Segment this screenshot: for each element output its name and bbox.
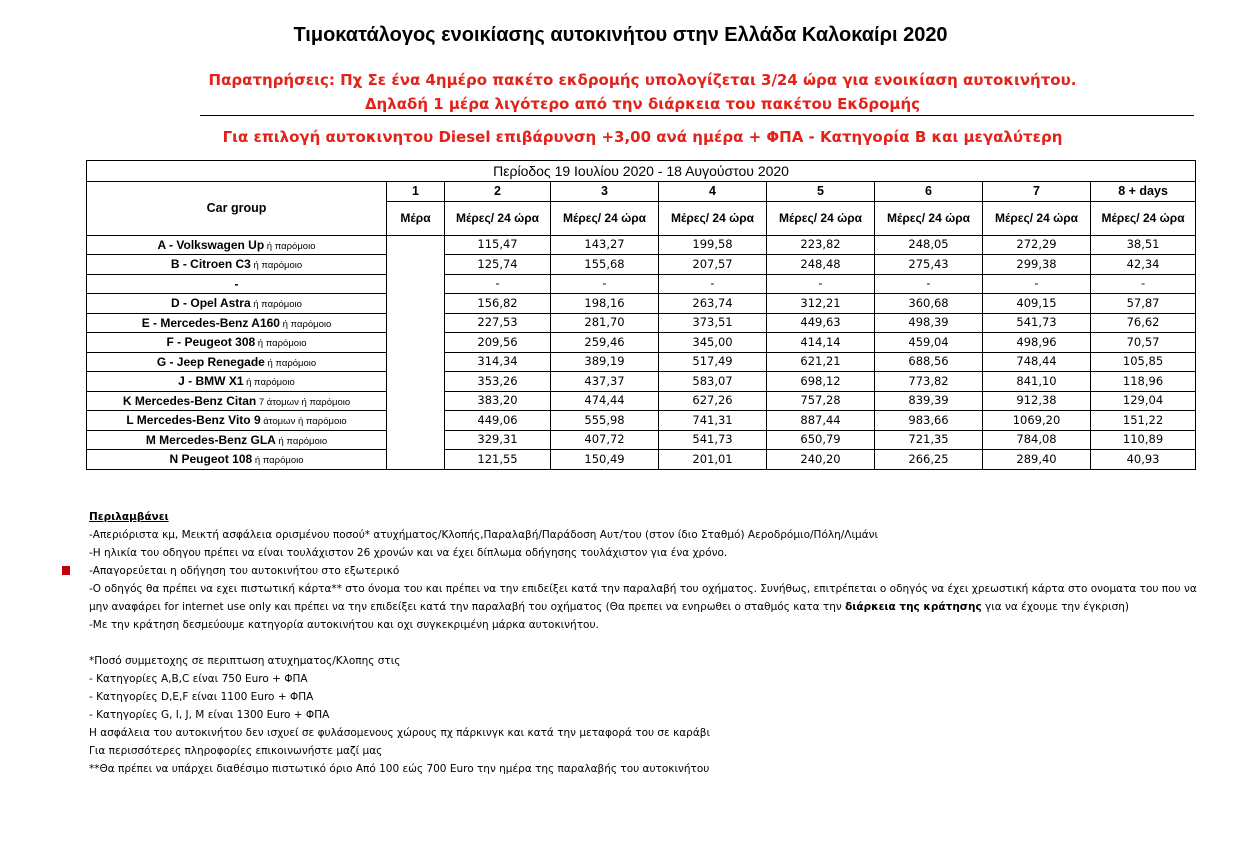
price-cell: 223,82	[767, 235, 875, 255]
car-group-cell	[87, 372, 387, 392]
price-cell: 555,98	[551, 411, 659, 431]
price-cell: 498,96	[983, 333, 1091, 353]
remark-line-2: Δηλαδή 1 μέρα λιγότερο από την διάρκεια του πακέτου Εκδρομής	[364, 95, 921, 113]
car-group-cell	[87, 411, 387, 431]
table-row	[87, 372, 1196, 392]
terms-line: -Με την κράτηση δεσμεύουμε κατηγορία αυτοκινήτου και οχι συγκεκριμένη μάρκα αυτοκινήτου.	[89, 619, 599, 631]
price-cell: 414,14	[767, 333, 875, 353]
car-model-suffix: ή παρόμοιο	[250, 260, 303, 271]
price-cell: -	[767, 274, 875, 294]
price-cell: 143,27	[551, 235, 659, 255]
price-cell: 541,73	[983, 313, 1091, 333]
price-cell: 115,47	[445, 235, 551, 255]
price-cell: 42,34	[1091, 255, 1196, 275]
day-header-6: 6	[875, 182, 983, 202]
day-1-empty-cell	[387, 235, 445, 469]
car-model-suffix: ή παρόμοιο	[279, 318, 332, 330]
unit-day-1: Μέρα	[387, 201, 445, 235]
car-model-name: D - Opel Astra	[171, 296, 251, 310]
price-cell: -	[659, 274, 767, 294]
terms-paragraph	[89, 580, 1199, 616]
car-group-cell	[87, 274, 387, 294]
price-cell: 449,06	[445, 411, 551, 431]
price-cell: 650,79	[767, 430, 875, 450]
car-model-suffix: ή παρόμοιο	[275, 435, 328, 447]
price-cell: 110,89	[1091, 430, 1196, 450]
price-cell: 70,57	[1091, 333, 1196, 353]
car-group-cell	[87, 235, 387, 255]
price-cell: -	[1091, 274, 1196, 294]
table-row	[87, 411, 1196, 431]
car-model-name: B - Citroen C3	[170, 257, 251, 271]
price-cell: 741,31	[659, 411, 767, 431]
footnote-line: - Κατηγορίες D,E,F είναι 1100 Euro + ΦΠΑ	[89, 691, 314, 703]
car-model-name: J - BMW X1	[178, 374, 244, 388]
price-cell: 57,87	[1091, 294, 1196, 314]
remark-line-1: Παρατηρήσεις: Πχ Σε ένα 4ημέρο πακέτο εκδρομής υπολογίζεται 3/24 ώρα για ενοικίαση αυτοκινήτου.	[208, 71, 1077, 89]
price-cell: 263,74	[659, 294, 767, 314]
price-cell: 272,29	[983, 235, 1091, 255]
day-header-2: 2	[445, 182, 551, 202]
price-cell: 409,15	[983, 294, 1091, 314]
day-header-3: 3	[551, 182, 659, 202]
page-title: Τιμοκατάλογος ενοικίασης αυτοκινήτου στην Ελλάδα Καλοκαίρι 2020	[293, 24, 948, 46]
table-row	[87, 391, 1196, 411]
price-cell: 389,19	[551, 352, 659, 372]
car-model-suffix: ή παρόμοιο	[243, 377, 295, 388]
terms-line: -Απεριόριστα κμ, Μεικτή ασφάλεια ορισμένου ποσού* ατυχήματος/Κλοπής,Παραλαβή/Παράδοση Αυτ/του (στον ίδιο Σταθμό) Αεροδρόμιο/Πόλη/Λιμάνι	[89, 529, 879, 541]
price-cell: 621,21	[767, 352, 875, 372]
car-model-suffix: ή παρόμοιο	[255, 338, 307, 349]
car-model-suffix: ή παρόμοιο	[250, 299, 302, 310]
price-cell: 474,44	[551, 391, 659, 411]
day-count-row	[87, 182, 1196, 202]
price-cell: 121,55	[445, 450, 551, 470]
price-cell: 201,01	[659, 450, 767, 470]
terms-text: για να έχουμε την έγκριση)	[981, 601, 1129, 613]
car-model-suffix: 7 άτομων ή παρόμοιο	[256, 396, 351, 408]
footnote-line: Για περισσότερες πληροφορίες επικοινωνήστε μαζί μας	[89, 745, 383, 757]
red-marker-icon	[62, 566, 70, 575]
price-cell: 198,16	[551, 294, 659, 314]
price-cell: 209,56	[445, 333, 551, 353]
price-cell: 721,35	[875, 430, 983, 450]
price-cell: 449,63	[767, 313, 875, 333]
price-cell: 757,28	[767, 391, 875, 411]
price-cell: 498,39	[875, 313, 983, 333]
unit-days-3: Μέρες/ 24 ώρα	[551, 201, 659, 235]
price-cell: 373,51	[659, 313, 767, 333]
price-cell: 259,46	[551, 333, 659, 353]
car-model-suffix: άτομων ή παρόμοιο	[260, 416, 347, 427]
price-cell: 773,82	[875, 372, 983, 392]
terms-text: -Ο οδηγός θα πρέπει να εχει πιστωτική κάρτα** στο όνομα του και πρέπει να την επιδείξει κατά την παραλαβή του οχήματος. Συνήθως, επιτρέπεται ο οδηγός να έχει χρεωστική κάρτα στο ονοματα του που να μην αναφάρει for internet use only και πρέπει να την επιδείξει κατά την παραλαβή του οχήματος (Θα πρεπει να ενηρωθει ο σταθμός κατα την	[89, 583, 1197, 613]
footnote-line: *Ποσό συμμετοχης σε περιπτωση ατυχηματος/Κλοπης στις	[89, 655, 401, 667]
table-row	[87, 294, 1196, 314]
terms-bold-text: διάρκεια της κράτησης	[845, 601, 982, 613]
price-cell: 407,72	[551, 430, 659, 450]
price-cell: 784,08	[983, 430, 1091, 450]
price-cell: 314,34	[445, 352, 551, 372]
price-cell: 248,05	[875, 235, 983, 255]
price-cell: -	[983, 274, 1091, 294]
car-model-name: L Mercedes-Benz Vito 9	[126, 413, 261, 427]
price-cell: 207,57	[659, 255, 767, 275]
rental-price-table	[86, 160, 1196, 470]
price-cell: 841,10	[983, 372, 1091, 392]
spacer	[89, 634, 1199, 652]
price-cell: 748,44	[983, 352, 1091, 372]
horizontal-rule	[200, 115, 1194, 116]
car-model-name: A - Volkswagen Up	[157, 237, 265, 252]
footnote-line: - Κατηγορίες G, I, J, M είναι 1300 Euro + ΦΠΑ	[89, 709, 330, 721]
terms-line: -Η ηλικία του οδηγου πρέπει να είναι τουλάχιστον 26 χρονών και να έχει δίπλωμα οδήγησης τουλάχιστον για ένα χρόνο.	[89, 547, 728, 559]
price-cell: 266,25	[875, 450, 983, 470]
price-cell: 125,74	[445, 255, 551, 275]
table-row	[87, 313, 1196, 333]
period-header: Περίοδος 19 Ιουλίου 2020 - 18 Αυγούστου 2020	[87, 161, 1196, 182]
car-model-name: E - Mercedes-Benz A160	[141, 315, 280, 330]
day-header-5: 5	[767, 182, 875, 202]
price-cell: 129,04	[1091, 391, 1196, 411]
table-row	[87, 430, 1196, 450]
price-cell: -	[445, 274, 551, 294]
car-model-name: F - Peugeot 308	[166, 335, 256, 349]
car-group-header: Car group	[87, 182, 387, 236]
car-group-cell	[87, 391, 387, 411]
day-header-8plus: 8 + days	[1091, 182, 1196, 202]
day-header-7: 7	[983, 182, 1091, 202]
footnote-line: **Θα πρέπει να υπάρχει διαθέσιμο πιστωτικό όριο Από 100 εώς 700 Euro την ημέρα της παραλαβής του αυτοκινήτου	[89, 763, 710, 775]
table-row	[87, 255, 1196, 275]
price-cell: 887,44	[767, 411, 875, 431]
price-cell: -	[551, 274, 659, 294]
price-cell: 240,20	[767, 450, 875, 470]
car-group-cell	[87, 430, 387, 450]
period-row	[87, 161, 1196, 182]
car-model-suffix: ή παρόμοιο	[264, 240, 316, 252]
price-cell: 40,93	[1091, 450, 1196, 470]
price-cell: 517,49	[659, 352, 767, 372]
car-group-cell	[87, 313, 387, 333]
car-model-name: N Peugeot 108	[169, 452, 253, 466]
price-cell: 698,12	[767, 372, 875, 392]
car-model-name: -	[234, 276, 239, 291]
car-model-name: M Mercedes-Benz GLA	[145, 432, 276, 447]
price-cell: 353,26	[445, 372, 551, 392]
table-row	[87, 450, 1196, 470]
price-cell: 459,04	[875, 333, 983, 353]
car-group-cell	[87, 352, 387, 372]
price-cell: 912,38	[983, 391, 1091, 411]
price-cell: 227,53	[445, 313, 551, 333]
table-row	[87, 333, 1196, 353]
car-group-cell	[87, 294, 387, 314]
unit-days-2: Μέρες/ 24 ώρα	[445, 201, 551, 235]
price-cell: -	[875, 274, 983, 294]
price-cell: 199,58	[659, 235, 767, 255]
price-cell: 281,70	[551, 313, 659, 333]
price-cell: 156,82	[445, 294, 551, 314]
price-cell: 345,00	[659, 333, 767, 353]
price-cell: 312,21	[767, 294, 875, 314]
price-cell: 329,31	[445, 430, 551, 450]
price-cell: 541,73	[659, 430, 767, 450]
price-cell: 155,68	[551, 255, 659, 275]
car-model-name: K Mercedes-Benz Citan	[122, 393, 257, 408]
price-cell: 299,38	[983, 255, 1091, 275]
car-model-name: G - Jeep Renegade	[156, 354, 265, 369]
table-row	[87, 274, 1196, 294]
unit-days-7: Μέρες/ 24 ώρα	[983, 201, 1091, 235]
unit-days-6: Μέρες/ 24 ώρα	[875, 201, 983, 235]
unit-days-8plus: Μέρες/ 24 ώρα	[1091, 201, 1196, 235]
price-cell: 627,26	[659, 391, 767, 411]
price-cell: 105,85	[1091, 352, 1196, 372]
price-cell: 583,07	[659, 372, 767, 392]
price-cell: 983,66	[875, 411, 983, 431]
table-row	[87, 235, 1196, 255]
car-model-suffix: ή παρόμοιο	[252, 455, 304, 466]
unit-days-5: Μέρες/ 24 ώρα	[767, 201, 875, 235]
car-group-cell	[87, 333, 387, 353]
includes-heading: Περιλαμβάνει	[89, 511, 169, 523]
day-header-1: 1	[387, 182, 445, 202]
price-cell: 360,68	[875, 294, 983, 314]
price-cell: 150,49	[551, 450, 659, 470]
unit-days-4: Μέρες/ 24 ώρα	[659, 201, 767, 235]
terms-section	[89, 508, 1199, 778]
terms-line: -Απαγορεύεται η οδήγηση του αυτοκινήτου στο εξωτερικό	[89, 565, 400, 577]
diesel-surcharge-note: Για επιλογή αυτοκινητου Diesel επιβάρυνση +3,00 ανά ημέρα + ΦΠΑ - Κατηγορία B και μεγαλύτερη	[222, 128, 1063, 146]
price-cell: 151,22	[1091, 411, 1196, 431]
price-cell: 118,96	[1091, 372, 1196, 392]
price-cell: 1069,20	[983, 411, 1091, 431]
car-model-suffix: ή παρόμοιο	[264, 357, 317, 369]
footnote-line: Η ασφάλεια του αυτοκινήτου δεν ισχυεί σε φυλάσομενους χώρους πχ πάρκινγκ και κατά την μεταφορά του σε καράβι	[89, 727, 711, 739]
price-cell: 248,48	[767, 255, 875, 275]
price-cell: 275,43	[875, 255, 983, 275]
price-cell: 688,56	[875, 352, 983, 372]
day-header-4: 4	[659, 182, 767, 202]
car-group-cell	[87, 255, 387, 275]
price-cell: 839,39	[875, 391, 983, 411]
price-cell: 383,20	[445, 391, 551, 411]
price-cell: 289,40	[983, 450, 1091, 470]
price-cell: 437,37	[551, 372, 659, 392]
footnote-line: - Κατηγορίες A,B,C είναι 750 Euro + ΦΠΑ	[89, 673, 308, 685]
price-cell: 76,62	[1091, 313, 1196, 333]
table-row	[87, 352, 1196, 372]
price-cell: 38,51	[1091, 235, 1196, 255]
car-group-cell	[87, 450, 387, 470]
